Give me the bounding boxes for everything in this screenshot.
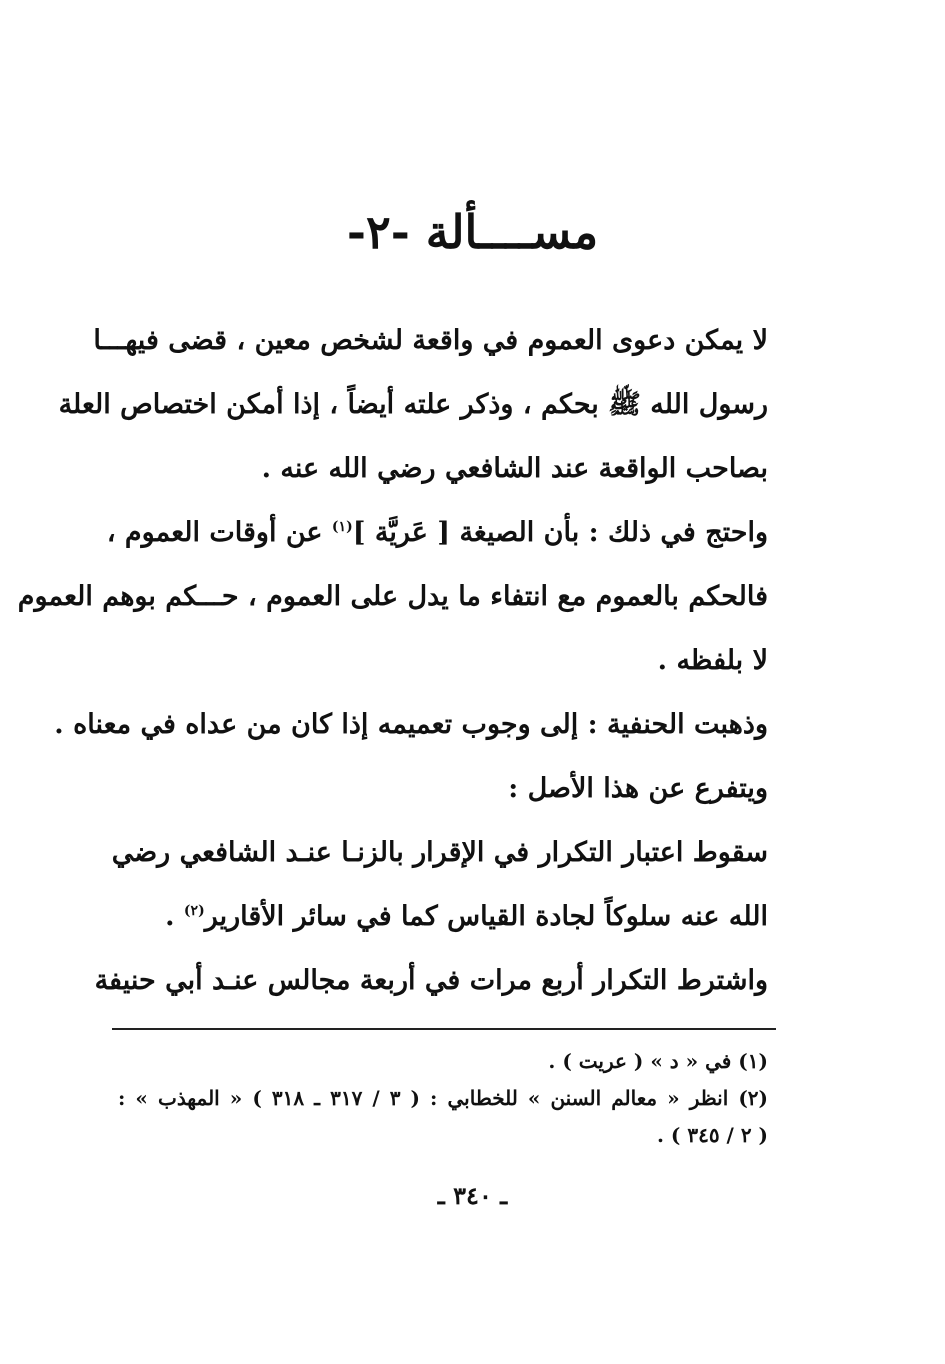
text-line: ويتفرع عن هذا الأصل : xyxy=(508,773,768,804)
page-number: ـ ٣٤٠ ـ xyxy=(437,1181,508,1210)
text-line: فالحكم بالعموم مع انتفاء ما يدل على العموم ، حـــكم بوهم العموم xyxy=(17,581,768,612)
footnote-ref: (٢) xyxy=(183,903,205,919)
text-line xyxy=(106,501,768,565)
footnote: (١) في « د » ( عريت ) . xyxy=(548,1049,768,1073)
text-line: واشترط التكرار أربع مرات في أربعة مجالس عنـد أبي حنيفة xyxy=(94,965,768,996)
text-line: سقوط اعتبار التكرار في الإقرار بالزنـا عنـد الشافعي رضي xyxy=(111,837,768,868)
text-line: رسول الله ﷺ بحكم ، وذكر علته أيضاً ، إذا أمكن اختصاص العلة xyxy=(58,389,768,420)
text-line: وذهبت الحنفية : إلى وجوب تعميمه إذا كان من عداه في معناه . xyxy=(54,709,768,740)
footnote-ref: (١) xyxy=(331,519,353,535)
footnotes xyxy=(118,1043,768,1154)
text-line xyxy=(118,885,768,949)
text-segment: . xyxy=(165,901,175,932)
footnote: (٢) انظر « معالم السنن » للخطابي : ( ٣ / ٣١٧ ـ ٣١٨ ) « المهذب » : xyxy=(118,1086,769,1110)
main-text xyxy=(17,309,768,1013)
text-line: لا بلفظه . xyxy=(657,645,768,676)
text-segment: الله عنه سلوكاً لجادة القياس كما في سائر الأقارير xyxy=(204,901,768,932)
text-line: بصاحب الواقعة عند الشافعي رضي الله عنه . xyxy=(261,453,768,484)
text-line: لا يمكن دعوى العموم في واقعة لشخص معين ، قضى فيهـــا xyxy=(93,325,768,356)
text-segment: واحتج في ذلك : بأن الصيغة [ عَريَّة ] xyxy=(352,517,768,548)
footnote: ( ٢ / ٣٤٥ ) . xyxy=(656,1123,768,1147)
page-title: مســــألة -٢- xyxy=(346,205,599,259)
footnote-divider xyxy=(112,1028,776,1030)
text-segment: عن أوقات العموم ، xyxy=(106,517,323,548)
